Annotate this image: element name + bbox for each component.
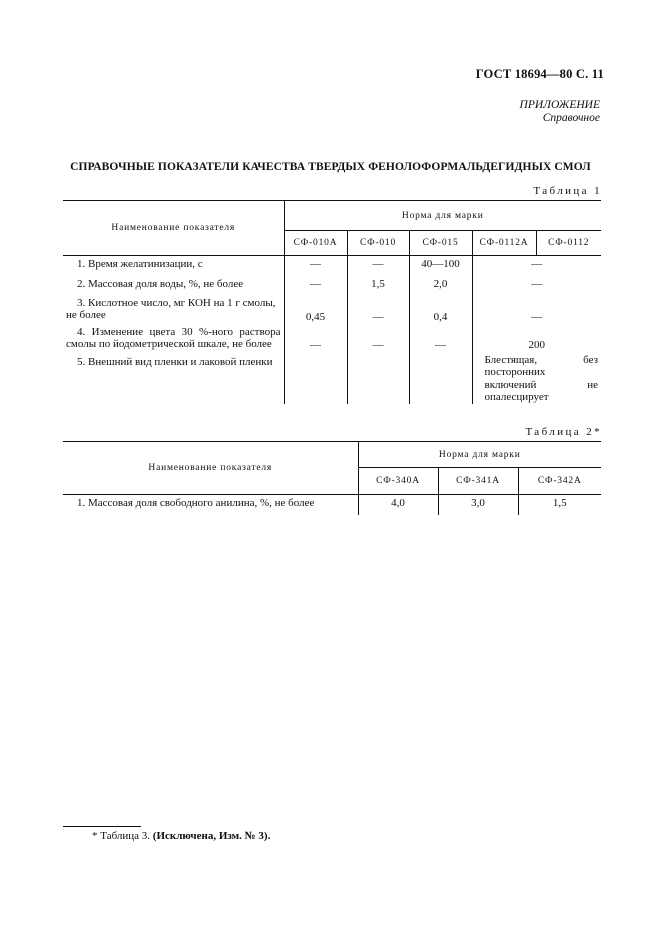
row-name: 2. Массовая доля воды, %, не более [77, 277, 244, 290]
cell-value: — [284, 256, 347, 276]
row-name: 4. Изменение цвета 30 %-ного раствора смолы по йодометрической шкале, не более [66, 325, 281, 350]
row-name: 3. Кислотное число, мг КОН на 1 г смолы, не более [66, 296, 276, 321]
row-name: 1. Время желатинизации, с [77, 258, 203, 270]
cell-value: — [284, 326, 347, 354]
table1-brand: СФ-015 [409, 231, 472, 256]
table1-brand: СФ-010 [347, 231, 409, 256]
table-row [63, 354, 601, 404]
table1-brand: СФ-0112А [472, 231, 536, 256]
cell-value: Блестящая, без посторонних включений не опалесцирует [472, 354, 601, 404]
table1-brand: СФ-0112 [536, 231, 601, 256]
cell-value [284, 354, 347, 404]
cell-value: — [284, 276, 347, 295]
table2-brand: СФ-341А [438, 468, 518, 495]
table-row [63, 295, 601, 326]
cell-value: — [347, 295, 409, 326]
document-title: СПРАВОЧНЫЕ ПОКАЗАТЕЛИ КАЧЕСТВА ТВЕРДЫХ ФЕНОЛОФОРМАЛЬДЕГИДНЫХ СМОЛ [70, 161, 591, 173]
row-name: 5. Внешний вид пленки и лаковой пленки [77, 355, 273, 368]
table2-brand: СФ-340А [358, 468, 438, 495]
table2-norm-header: Норма для марки [358, 442, 601, 468]
table2 [63, 441, 601, 515]
appendix-block [0, 99, 600, 125]
table1 [63, 200, 601, 404]
footnote-rule [63, 826, 141, 827]
table2-name-header: Наименование показателя [63, 442, 358, 495]
table2-brand: СФ-342А [518, 468, 601, 495]
cell-value: 3,0 [438, 495, 518, 515]
table1-caption: Таблица 1 [533, 185, 602, 197]
cell-value: 2,0 [409, 276, 472, 295]
table-row [63, 326, 601, 354]
cell-value [409, 354, 472, 404]
cell-value: — [472, 256, 601, 276]
cell-value: 0,4 [409, 295, 472, 326]
table1-norm-header: Норма для марки [284, 201, 601, 231]
table1-name-header: Наименование показателя [63, 201, 284, 256]
table-row [63, 495, 601, 515]
cell-value: — [347, 326, 409, 354]
cell-value: 0,45 [284, 295, 347, 326]
appendix-sub: Справочное [542, 112, 600, 124]
cell-value: — [347, 256, 409, 276]
table2-caption: Таблица 2* [525, 426, 602, 438]
cell-value: 1,5 [518, 495, 601, 515]
cell-value: — [472, 276, 601, 295]
page-header: ГОСТ 18694—80 С. 11 [475, 67, 604, 81]
appendix-label: ПРИЛОЖЕНИЕ [519, 99, 600, 111]
footnote-bold: (Исключена, Изм. № 3). [152, 830, 271, 842]
cell-value: — [472, 295, 601, 326]
footnote [92, 830, 270, 842]
row-name: 1. Массовая доля свободного анилина, %, не более [77, 497, 315, 509]
cell-value: 40—100 [409, 256, 472, 276]
table1-brand: СФ-010А [284, 231, 347, 256]
footnote-text: * Таблица 3. [92, 830, 151, 842]
cell-value: — [409, 326, 472, 354]
table-row [63, 256, 601, 276]
cell-value: 200 [472, 326, 601, 354]
cell-value [347, 354, 409, 404]
table-row [63, 276, 601, 295]
cell-value: 1,5 [347, 276, 409, 295]
cell-value: 4,0 [358, 495, 438, 515]
